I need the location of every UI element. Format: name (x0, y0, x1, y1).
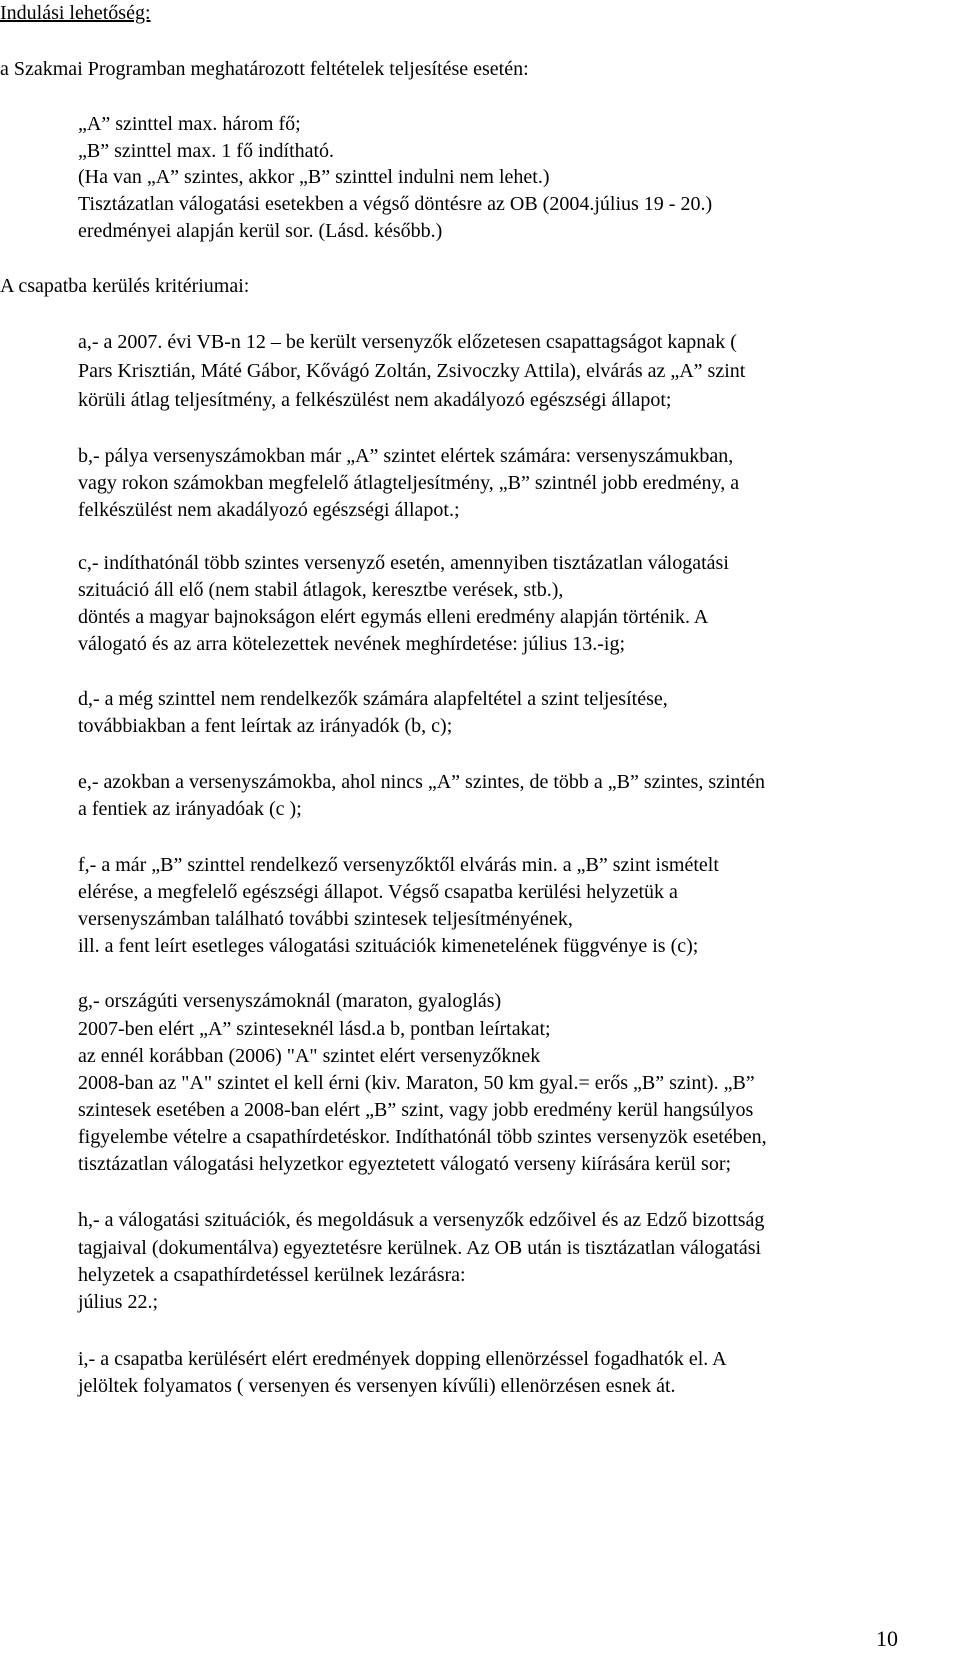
page-number: 10 (876, 1626, 898, 1651)
criterion-d-line: továbbiakban a fent leírtak az irányadók (b, c); (78, 715, 453, 737)
criterion-c-line: szituáció áll elő (nem stabil átlagok, keresztbe verések, stb.), (78, 579, 564, 601)
intro-text: a Szakmai Programban meghatározott feltételek teljesítése esetén: (0, 58, 529, 80)
criterion-b-line: b,- pálya versenyszámokban már „A” szintet elértek számára: versenyszámukban, (78, 445, 734, 467)
criterion-g-line: 2007-ben elért „A” szinteseknél lásd.a b, pontban leírtakat; (78, 1018, 551, 1040)
criterion-g-line: figyelembe vételre a csapathírdetéskor. Indíthatónál több szintes versenyzök esetében, (78, 1126, 767, 1148)
criterion-b-line: felkészülést nem akadályozó egészségi állapot.; (78, 499, 460, 521)
criterion-d-line: d,- a még szinttel nem rendelkezők számára alapfeltétel a szint teljesítése, (78, 688, 668, 710)
criterion-a-line: Pars Krisztián, Máté Gábor, Kővágó Zoltán, Zsivoczky Attila), elvárás az „A” szint (78, 360, 746, 382)
criterion-c-line: c,- indíthatónál több szintes versenyző esetén, amennyiben tisztázatlan válogatási (78, 552, 729, 574)
criterion-g-line: tisztázatlan válogatási helyzetkor egyeztetett válogató verseny kiírására kerül sor; (78, 1153, 732, 1175)
criterion-a-line: a,- a 2007. évi VB-n 12 – be került versenyzők előzetesen csapattagságot kapnak ( (78, 331, 737, 353)
criterion-e-line: e,- azokban a versenyszámokba, ahol nincs „A” szintes, de több a „B” szintes, szintén (78, 771, 765, 793)
criterion-b-line: vagy rokon számokban megfelelő átlagteljesítmény, „B” szintnél jobb eredmény, a (78, 472, 740, 494)
criterion-c-line: döntés a magyar bajnokságon elért egymás elleni eredmény alapján történik. A (78, 606, 709, 628)
criterion-c-line: válogató és az arra kötelezettek nevének meghírdetése: július 13.-ig; (78, 633, 626, 655)
criterion-i-line: i,- a csapatba kerülésért elért eredmények dopping ellenörzéssel fogadhatók el. A (78, 1348, 727, 1370)
criterion-g-line: g,- országúti versenyszámoknál (maraton, gyaloglás) (78, 990, 502, 1012)
criteria-title: A csapatba kerülés kritériumai: (0, 275, 250, 297)
heading: Indulási lehetőség: (0, 2, 151, 24)
condition-line: Tisztázatlan válogatási esetekben a végső döntésre az OB (2004.július 19 - 20.) (78, 193, 713, 215)
criterion-i-line: jelöltek folyamatos ( versenyen és versenyen kívűli) ellenörzésen esnek át. (78, 1375, 676, 1397)
criterion-h-line: h,- a válogatási szituációk, és megoldásuk a versenyzők edzőivel és az Edző bizottság (78, 1209, 765, 1231)
condition-line: eredményei alapján kerül sor. (Lásd. később.) (78, 220, 443, 242)
criterion-g-line: 2008-ban az "A" szintet el kell érni (kiv. Maraton, 50 km gyal.= erős „B” szint). „B” (78, 1072, 755, 1094)
criterion-f-line: ill. a fent leírt esetleges válogatási szituációk kimenetelének függvénye is (c); (78, 935, 699, 957)
criterion-g-line: az ennél korábban (2006) "A" szintet elért versenyzőknek (78, 1045, 541, 1067)
condition-line: „B” szinttel max. 1 fő indítható. (78, 140, 335, 162)
criterion-f-line: elérése, a megfelelő egészségi állapot. Végső csapatba kerülési helyzetük a (78, 881, 678, 903)
criterion-g-line: szintesek esetében a 2008-ban elért „B” szint, vagy jobb eredmény kerül hangsúlyos (78, 1099, 754, 1121)
condition-line: „A” szinttel max. három fő; (78, 113, 301, 135)
criterion-f-line: versenyszámban található további szintesek teljesítményének, (78, 908, 573, 930)
criterion-e-line: a fentiek az irányadóak (c ); (78, 798, 302, 820)
criterion-a-line: körüli átlag teljesítmény, a felkészülést nem akadályozó egészségi állapot; (78, 389, 672, 411)
criterion-h-line: helyzetek a csapathírdetéssel kerülnek lezárásra: (78, 1264, 466, 1286)
criterion-h-line: tagjaival (dokumentálva) egyeztetésre kerülnek. Az OB után is tisztázatlan válogatási (78, 1237, 762, 1259)
criterion-h-line: július 22.; (78, 1291, 159, 1313)
condition-line: (Ha van „A” szintes, akkor „B” szinttel indulni nem lehet.) (78, 166, 550, 188)
criterion-f-line: f,- a már „B” szinttel rendelkező versenyzőktől elvárás min. a „B” szint ismételt (78, 854, 719, 876)
